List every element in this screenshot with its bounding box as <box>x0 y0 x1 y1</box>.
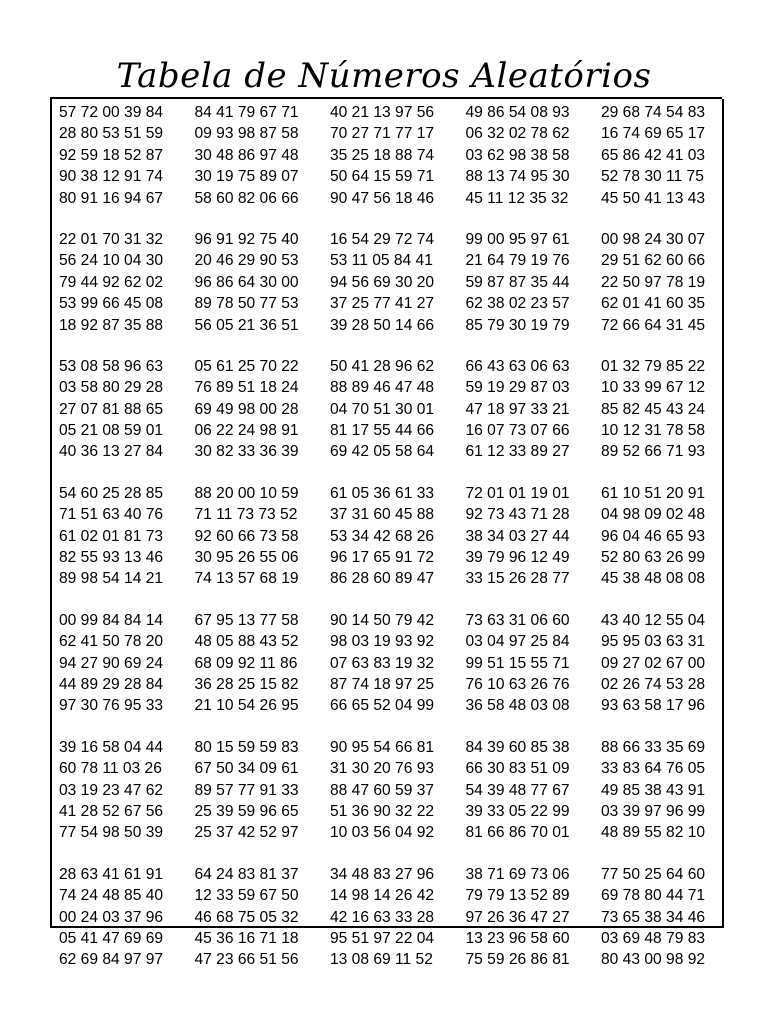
number-group: 92 59 18 52 87 <box>59 146 164 164</box>
number-group: 66 65 52 04 99 <box>330 697 435 715</box>
number-group: 43 40 12 55 04 <box>601 611 706 629</box>
number-group: 53 08 58 96 63 <box>59 357 164 375</box>
number-group: 21 10 54 26 95 <box>194 697 299 715</box>
number-group: 31 30 20 76 93 <box>330 760 435 778</box>
number-group: 62 41 50 78 20 <box>59 633 164 651</box>
number-group: 41 28 52 67 56 <box>59 802 164 820</box>
number-group: 05 61 25 70 22 <box>194 357 299 375</box>
number-group: 74 24 48 85 40 <box>59 887 164 905</box>
number-group: 88 47 60 59 37 <box>330 781 435 799</box>
table-row <box>59 822 737 843</box>
number-group: 89 52 66 71 93 <box>601 443 706 461</box>
number-group: 66 30 83 51 09 <box>465 760 570 778</box>
number-group: 60 78 11 03 26 <box>59 760 162 778</box>
table-row <box>59 123 737 144</box>
number-group: 04 98 09 02 48 <box>601 506 706 524</box>
number-group: 00 98 24 30 07 <box>601 230 706 248</box>
number-group: 28 80 53 51 59 <box>59 125 164 143</box>
number-group: 42 16 63 33 28 <box>330 908 435 926</box>
number-group: 03 04 97 25 84 <box>465 633 570 651</box>
number-group: 61 10 51 20 91 <box>601 484 706 502</box>
number-group: 22 01 70 31 32 <box>59 230 164 248</box>
number-group: 90 47 56 18 46 <box>330 189 435 207</box>
number-group: 62 69 84 97 97 <box>59 951 164 969</box>
number-group: 93 63 58 17 96 <box>601 697 706 715</box>
number-group: 59 87 87 35 44 <box>465 273 570 291</box>
table-row <box>59 145 737 166</box>
number-group: 40 21 13 97 56 <box>330 104 435 121</box>
number-group: 52 80 63 26 99 <box>601 549 706 567</box>
number-group: 09 93 98 87 58 <box>194 125 299 143</box>
number-group: 03 39 97 96 99 <box>601 802 706 820</box>
number-group: 85 79 30 19 79 <box>465 316 570 334</box>
number-group: 88 20 00 10 59 <box>194 484 299 502</box>
number-group: 05 21 08 59 01 <box>59 422 164 440</box>
table-row <box>59 356 737 377</box>
table-row <box>59 420 737 441</box>
table-row <box>59 780 737 801</box>
number-block <box>59 737 737 844</box>
number-group: 40 36 13 27 84 <box>59 443 164 461</box>
table-row <box>59 377 737 398</box>
number-group: 12 33 59 67 50 <box>194 887 299 905</box>
number-group: 53 99 66 45 08 <box>59 295 164 313</box>
number-group: 53 11 05 84 41 <box>330 252 433 270</box>
number-group: 61 02 01 81 73 <box>59 527 164 545</box>
number-group: 76 89 51 18 24 <box>194 379 299 397</box>
number-group: 58 60 82 06 66 <box>194 189 299 207</box>
number-group: 28 63 41 61 91 <box>59 865 164 883</box>
number-group: 77 54 98 50 39 <box>59 824 164 842</box>
number-group: 69 49 98 00 28 <box>194 400 299 418</box>
number-group: 00 99 84 84 14 <box>59 611 164 629</box>
number-group: 75 59 26 86 81 <box>465 951 570 969</box>
table-row <box>59 483 737 504</box>
table-row <box>59 907 737 928</box>
number-group: 80 15 59 59 83 <box>194 738 299 756</box>
number-group: 95 95 03 63 31 <box>601 633 706 651</box>
number-group: 06 32 02 78 62 <box>465 125 570 143</box>
number-group: 14 98 14 26 42 <box>330 887 435 905</box>
number-group: 69 42 05 58 64 <box>330 443 435 461</box>
number-group: 34 48 83 27 96 <box>330 865 435 883</box>
number-group: 10 12 31 78 58 <box>601 422 706 440</box>
number-group: 89 98 54 14 21 <box>59 570 164 588</box>
table-row <box>59 526 737 547</box>
number-group: 90 38 12 91 74 <box>59 168 164 186</box>
number-group: 92 73 43 71 28 <box>465 506 570 524</box>
number-group: 25 39 59 96 65 <box>194 802 299 820</box>
table-row <box>59 631 737 652</box>
number-group: 51 36 90 32 22 <box>330 802 435 820</box>
number-group: 87 74 18 97 25 <box>330 675 435 693</box>
table-row <box>59 293 737 314</box>
number-group: 77 50 25 64 60 <box>601 865 706 883</box>
number-group: 48 05 88 43 52 <box>194 633 299 651</box>
number-group: 39 16 58 04 44 <box>59 738 164 756</box>
table-row <box>59 758 737 779</box>
number-group: 67 50 34 09 61 <box>194 760 299 778</box>
number-group: 05 41 47 69 69 <box>59 929 164 947</box>
table-row <box>59 441 737 462</box>
number-group: 82 55 93 13 46 <box>59 549 164 567</box>
table-row <box>59 653 737 674</box>
number-group: 10 33 99 67 12 <box>601 379 706 397</box>
number-group: 49 86 54 08 93 <box>465 104 570 121</box>
number-group: 65 86 42 41 03 <box>601 146 706 164</box>
number-group: 21 64 79 19 76 <box>465 252 570 270</box>
number-group: 88 13 74 95 30 <box>465 168 570 186</box>
number-group: 45 36 16 71 18 <box>194 929 299 947</box>
number-block <box>59 483 737 590</box>
number-group: 16 54 29 72 74 <box>330 230 435 248</box>
number-group: 97 26 36 47 27 <box>465 908 570 926</box>
number-block <box>59 356 737 463</box>
number-group: 29 51 62 60 66 <box>601 252 706 270</box>
number-group: 16 07 73 07 66 <box>465 422 570 440</box>
number-group: 79 44 92 62 02 <box>59 273 164 291</box>
number-group: 59 19 29 87 03 <box>465 379 570 397</box>
number-group: 71 11 73 73 52 <box>194 506 298 524</box>
number-group: 07 63 83 19 32 <box>330 654 435 672</box>
random-number-table <box>50 99 724 969</box>
number-group: 29 68 74 54 83 <box>601 104 706 121</box>
number-group: 38 34 03 27 44 <box>465 527 570 545</box>
number-group: 37 31 60 45 88 <box>330 506 435 524</box>
number-group: 02 26 74 53 28 <box>601 675 706 693</box>
number-block <box>59 864 737 971</box>
number-group: 72 66 64 31 45 <box>601 316 706 334</box>
table-row <box>59 315 737 336</box>
number-block <box>59 229 737 336</box>
number-group: 03 62 98 38 58 <box>465 146 570 164</box>
number-group: 94 27 90 69 24 <box>59 654 164 672</box>
number-group: 03 58 80 29 28 <box>59 379 164 397</box>
number-group: 10 03 56 04 92 <box>330 824 435 842</box>
number-group: 96 91 92 75 40 <box>194 230 299 248</box>
number-group: 01 32 79 85 22 <box>601 357 706 375</box>
table-row <box>59 399 737 420</box>
number-group: 62 01 41 60 35 <box>601 295 706 313</box>
number-group: 84 41 79 67 71 <box>194 104 299 121</box>
table-row <box>59 885 737 906</box>
number-group: 66 43 63 06 63 <box>465 357 570 375</box>
number-group: 52 78 30 11 75 <box>601 168 704 186</box>
table-row <box>59 568 737 589</box>
page-title: Tabela de Números Aleatórios <box>116 56 652 96</box>
number-group: 73 63 31 06 60 <box>465 611 570 629</box>
number-blocks <box>59 102 737 991</box>
number-group: 80 43 00 98 92 <box>601 951 706 969</box>
number-group: 61 12 33 89 27 <box>465 443 570 461</box>
number-group: 67 95 13 77 58 <box>194 611 299 629</box>
number-group: 46 68 75 05 32 <box>194 908 299 926</box>
table-row <box>59 272 737 293</box>
table-row <box>59 610 737 631</box>
number-group: 90 95 54 66 81 <box>330 738 435 756</box>
number-group: 89 78 50 77 53 <box>194 295 299 313</box>
number-block <box>59 102 737 209</box>
table-row <box>59 737 737 758</box>
number-group: 45 50 41 13 43 <box>601 189 706 207</box>
number-group: 81 66 86 70 01 <box>465 824 570 842</box>
table-row <box>59 166 737 187</box>
number-group: 94 56 69 30 20 <box>330 273 435 291</box>
number-group: 47 18 97 33 21 <box>465 400 570 418</box>
number-group: 96 17 65 91 72 <box>330 549 435 567</box>
number-group: 50 41 28 96 62 <box>330 357 435 375</box>
number-group: 27 07 81 88 65 <box>59 400 164 418</box>
table-row <box>59 801 737 822</box>
table-row <box>59 928 737 949</box>
number-group: 61 05 36 61 33 <box>330 484 435 502</box>
number-group: 85 82 45 43 24 <box>601 400 706 418</box>
number-group: 30 82 33 36 39 <box>194 443 299 461</box>
number-group: 74 13 57 68 19 <box>194 570 299 588</box>
number-group: 79 79 13 52 89 <box>465 887 570 905</box>
number-group: 69 78 80 44 71 <box>601 887 706 905</box>
number-group: 89 57 77 91 33 <box>194 781 299 799</box>
number-group: 62 38 02 23 57 <box>465 295 570 313</box>
number-group: 92 60 66 73 58 <box>194 527 299 545</box>
number-group: 97 30 76 95 33 <box>59 697 164 715</box>
table-row <box>59 864 737 885</box>
number-group: 99 51 15 55 71 <box>465 654 570 672</box>
number-group: 38 71 69 73 06 <box>465 865 570 883</box>
number-group: 16 74 69 65 17 <box>601 125 706 143</box>
number-group: 45 11 12 35 32 <box>465 189 569 207</box>
number-group: 25 37 42 52 97 <box>194 824 299 842</box>
number-group: 72 01 01 19 01 <box>465 484 570 502</box>
number-group: 68 09 92 11 86 <box>194 654 298 672</box>
number-group: 73 65 38 34 46 <box>601 908 706 926</box>
table-row <box>59 949 737 970</box>
table-row <box>59 674 737 695</box>
table-row <box>59 504 737 525</box>
number-group: 90 14 50 79 42 <box>330 611 435 629</box>
number-group: 03 69 48 79 83 <box>601 929 706 947</box>
number-group: 33 15 26 28 77 <box>465 570 570 588</box>
number-group: 96 86 64 30 00 <box>194 273 299 291</box>
number-group: 36 58 48 03 08 <box>465 697 570 715</box>
number-group: 39 28 50 14 66 <box>330 316 435 334</box>
number-group: 48 89 55 82 10 <box>601 824 706 842</box>
number-group: 00 24 03 37 96 <box>59 908 164 926</box>
number-group: 64 24 83 81 37 <box>194 865 299 883</box>
number-group: 37 25 77 41 27 <box>330 295 435 313</box>
number-group: 54 39 48 77 67 <box>465 781 570 799</box>
table-row <box>59 229 737 250</box>
table-row <box>59 188 737 209</box>
number-group: 96 04 46 65 93 <box>601 527 706 545</box>
number-group: 04 70 51 30 01 <box>330 400 435 418</box>
number-group: 03 19 23 47 62 <box>59 781 164 799</box>
number-group: 49 85 38 43 91 <box>601 781 706 799</box>
number-group: 22 50 97 78 19 <box>601 273 706 291</box>
number-group: 33 83 64 76 05 <box>601 760 706 778</box>
number-group: 13 08 69 11 52 <box>330 951 433 969</box>
number-group: 84 39 60 85 38 <box>465 738 570 756</box>
number-group: 95 51 97 22 04 <box>330 929 435 947</box>
number-group: 39 79 96 12 49 <box>465 549 570 567</box>
number-group: 39 33 05 22 99 <box>465 802 570 820</box>
number-group: 30 19 75 89 07 <box>194 168 299 186</box>
table-row <box>59 250 737 271</box>
number-group: 80 91 16 94 67 <box>59 189 164 207</box>
table-row <box>59 695 737 716</box>
number-group: 47 23 66 51 56 <box>194 951 299 969</box>
number-group: 56 05 21 36 51 <box>194 316 299 334</box>
number-group: 56 24 10 04 30 <box>59 252 164 270</box>
number-group: 45 38 48 08 08 <box>601 570 706 588</box>
number-group: 06 22 24 98 91 <box>194 422 299 440</box>
number-group: 81 17 55 44 66 <box>330 422 435 440</box>
number-group: 36 28 25 15 82 <box>194 675 299 693</box>
number-group: 35 25 18 88 74 <box>330 146 435 164</box>
number-group: 30 95 26 55 06 <box>194 549 299 567</box>
number-group: 18 92 87 35 88 <box>59 316 164 334</box>
number-group: 53 34 42 68 26 <box>330 527 435 545</box>
number-group: 71 51 63 40 76 <box>59 506 164 524</box>
number-group: 88 89 46 47 48 <box>330 379 435 397</box>
table-row <box>59 547 737 568</box>
number-group: 30 48 86 97 48 <box>194 146 299 164</box>
number-group: 54 60 25 28 85 <box>59 484 164 502</box>
number-group: 86 28 60 89 47 <box>330 570 435 588</box>
number-group: 57 72 00 39 84 <box>59 104 164 121</box>
number-group: 99 00 95 97 61 <box>465 230 570 248</box>
number-group: 76 10 63 26 76 <box>465 675 570 693</box>
number-group: 20 46 29 90 53 <box>194 252 299 270</box>
number-group: 44 89 29 28 84 <box>59 675 164 693</box>
number-group: 09 27 02 67 00 <box>601 654 706 672</box>
number-group: 70 27 71 77 17 <box>330 125 435 143</box>
number-group: 88 66 33 35 69 <box>601 738 706 756</box>
number-block <box>59 610 737 717</box>
number-group: 50 64 15 59 71 <box>330 168 435 186</box>
number-group: 98 03 19 93 92 <box>330 633 435 651</box>
table-row <box>59 102 737 123</box>
number-group: 13 23 96 58 60 <box>465 929 570 947</box>
